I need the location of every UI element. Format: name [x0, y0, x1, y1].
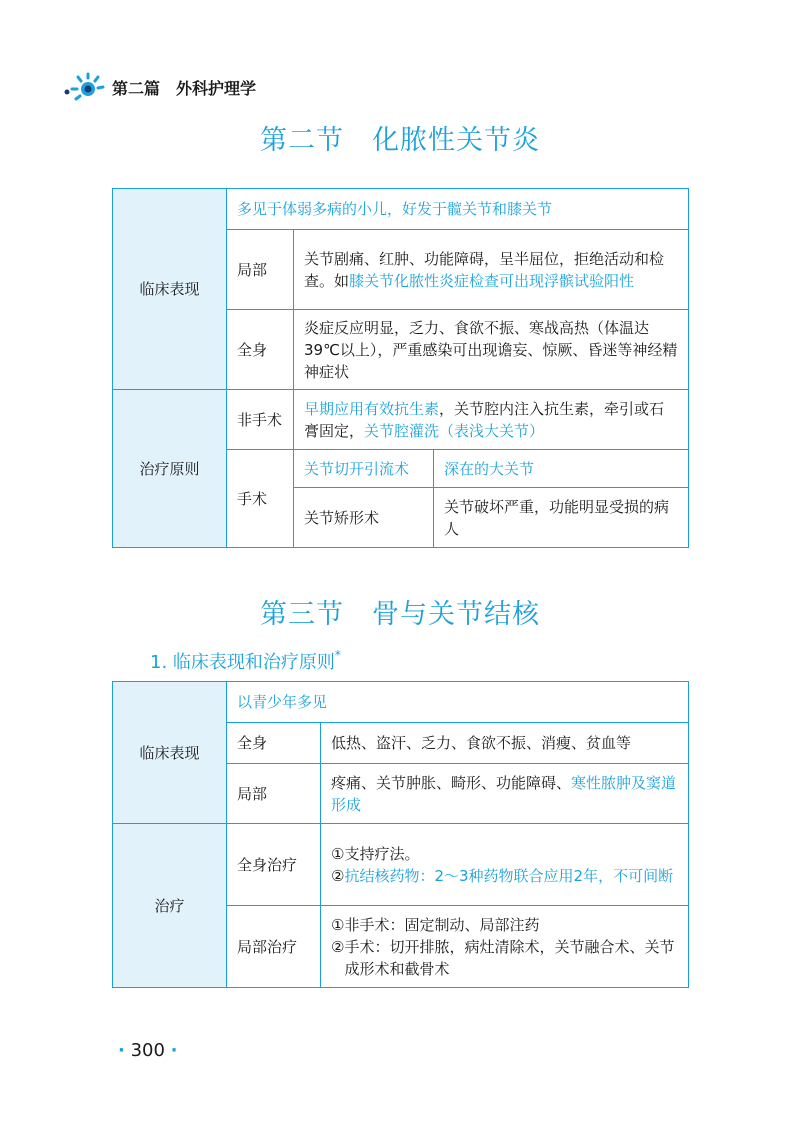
section3-systemic-label: 全身	[227, 723, 321, 764]
header-title	[112, 76, 272, 99]
section3-local-text	[321, 764, 689, 824]
systemic-item-2	[331, 865, 678, 887]
s3-local-highlight: 寒性脓肿及窦道形成	[331, 773, 677, 814]
section3-local-treatment-label: 局部治疗	[227, 906, 321, 988]
local-text-plain: 关节剧痛、红肿、功能障碍，呈半屈位，拒绝活动和检查。如	[304, 249, 665, 290]
page-dot-left: ·	[118, 1040, 125, 1061]
item-number: ①	[331, 844, 345, 863]
running-header	[62, 70, 272, 104]
section3-title	[0, 592, 800, 631]
section2-nonsurgical-label: 非手术	[227, 390, 294, 450]
section2-treatment-head: 治疗原则	[113, 390, 227, 548]
section3-table	[112, 681, 689, 988]
sun-logo-icon	[62, 70, 106, 104]
nonsurgical-highlight-a: 早期应用有效抗生素	[304, 399, 440, 418]
surgical-method-2: 关节矫形术	[294, 488, 434, 548]
section2-number: 第二节	[260, 125, 344, 156]
section2-title	[0, 118, 800, 157]
section3-treatment-head: 治疗	[113, 824, 227, 988]
section2-clinical-intro: 多见于体弱多病的小儿，好发于髋关节和膝关节	[227, 189, 689, 230]
page-number-value: 300	[130, 1040, 165, 1061]
item-text: 非手术：固定制动、局部注药	[344, 915, 540, 934]
section2-surgical-label: 手术	[227, 450, 294, 548]
header-subject: 外科护理学	[176, 78, 257, 98]
nonsurgical-plain: ，关节腔内注入抗生素，牵引或石膏固定，	[304, 399, 665, 440]
local-item-1	[331, 914, 678, 936]
section3-name: 骨与关节结核	[372, 599, 540, 630]
section2-systemic-text: 炎症反应明显，乏力、食欲不振、寒战高热（体温达39℃以上），严重感染可出现谵妄、惊厥、昏迷等神经精神症状	[294, 310, 689, 390]
surgical-method-1: 关节切开引流术	[294, 450, 434, 488]
systemic-item-1	[331, 843, 678, 865]
subtitle-mark: *	[334, 648, 341, 662]
header-part: 第二篇	[112, 78, 161, 98]
local-text-highlight: 膝关节化脓性炎症检查可出现浮髌试验阳性	[349, 271, 635, 290]
section3-clinical-head: 临床表现	[113, 682, 227, 824]
section2-clinical-head: 临床表现	[113, 189, 227, 390]
surgical-indication-1: 深在的大关节	[434, 450, 689, 488]
section3-local-label: 局部	[227, 764, 321, 824]
item-number: ②	[331, 937, 345, 956]
surgical-indication-2: 关节破坏严重，功能明显受损的病人	[434, 488, 689, 548]
item-text: 抗结核药物：2～3种药物联合应用2年，不可间断	[344, 866, 674, 885]
section3-systemic-text: 低热、盗汗、乏力、食欲不振、消瘦、贫血等	[321, 723, 689, 764]
page-dot-right: ·	[170, 1040, 178, 1061]
section2-local-text	[294, 230, 689, 310]
item-number: ①	[331, 915, 345, 934]
section3-systemic-treatment-label: 全身治疗	[227, 824, 321, 906]
section3-clinical-intro: 以青少年多见	[227, 682, 689, 723]
item-number: ②	[331, 866, 345, 885]
item-text: 手术：切开排脓，病灶清除术，关节融合术、关节成形术和截骨术	[344, 937, 675, 978]
section3-local-treatment	[321, 906, 689, 988]
page-number	[118, 1040, 178, 1061]
s3-local-plain: 疼痛、关节肿胀、畸形、功能障碍、	[331, 773, 572, 792]
subtitle-text: 1. 临床表现和治疗原则	[150, 652, 335, 673]
section2-local-label: 局部	[227, 230, 294, 310]
section3-number: 第三节	[260, 599, 344, 630]
local-item-2	[331, 936, 678, 980]
section2-name: 化脓性关节炎	[372, 125, 540, 156]
section2-systemic-label: 全身	[227, 310, 294, 390]
section3-systemic-treatment	[321, 824, 689, 906]
section3-subtitle	[150, 648, 341, 674]
item-text: 支持疗法。	[344, 844, 420, 863]
nonsurgical-highlight-c: 关节腔灌洗（表浅大关节）	[364, 421, 545, 440]
section2-table	[112, 188, 689, 548]
section2-nonsurgical-text	[294, 390, 689, 450]
